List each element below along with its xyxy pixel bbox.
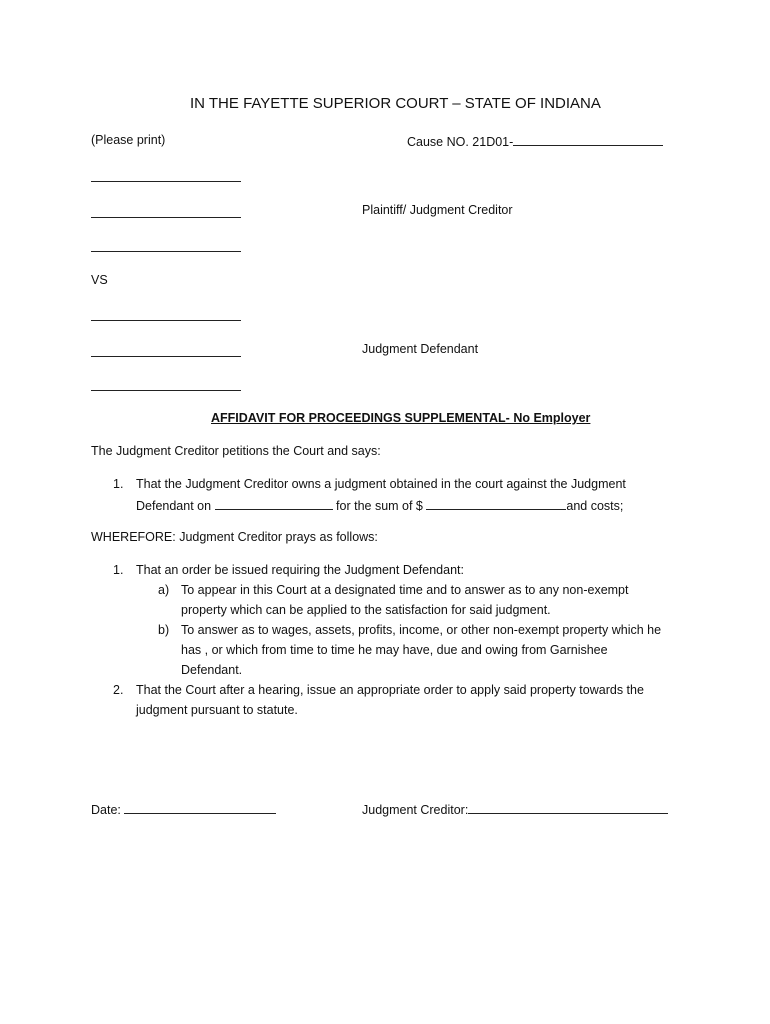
sub-item-a-line-2: property which can be applied to the satisfaction for said judgment. xyxy=(181,603,551,617)
court-title: IN THE FAYETTE SUPERIOR COURT – STATE OF INDIANA xyxy=(190,95,601,112)
wherefore-intro: WHEREFORE: Judgment Creditor prays as follows: xyxy=(91,530,378,544)
affidavit-item-1-line-1: That the Judgment Creditor owns a judgment obtained in the court against the Judgment xyxy=(136,477,626,491)
wherefore-item-1-number: 1. xyxy=(113,563,124,577)
sub-item-b-line-3: Defendant. xyxy=(181,663,243,677)
creditor-signature-row xyxy=(362,801,668,818)
wherefore-item-2-line-1: That the Court after a hearing, issue an appropriate order to apply said property towards the xyxy=(136,683,644,697)
sub-item-a-line-1: To appear in this Court at a designated time and to answer as to any non-exempt xyxy=(181,583,629,597)
sub-item-a-label: a) xyxy=(158,583,170,597)
cause-number xyxy=(407,133,663,150)
defendant-on-text: Defendant on xyxy=(136,499,212,513)
please-print-note: (Please print) xyxy=(91,133,166,147)
defendant-line-1[interactable] xyxy=(91,320,241,321)
affidavit-intro: The Judgment Creditor petitions the Court and says: xyxy=(91,444,381,458)
plaintiff-line-2[interactable] xyxy=(91,217,241,218)
date-field[interactable] xyxy=(124,801,276,814)
wherefore-item-2-line-2: judgment pursuant to statute. xyxy=(136,703,298,717)
plaintiff-label: Plaintiff/ Judgment Creditor xyxy=(362,203,513,217)
vs-label: VS xyxy=(91,273,108,287)
defendant-label: Judgment Defendant xyxy=(362,342,479,356)
sub-item-b-line-1: To answer as to wages, assets, profits, income, or other non-exempt property which he xyxy=(181,623,662,637)
cause-number-field[interactable] xyxy=(513,133,663,146)
date-label: Date: xyxy=(91,803,121,817)
creditor-signature-field[interactable] xyxy=(468,801,668,814)
defendant-line-3[interactable] xyxy=(91,390,241,391)
creditor-signature-label: Judgment Creditor: xyxy=(362,803,469,817)
judgment-amount-field[interactable] xyxy=(426,497,566,510)
affidavit-item-1-number: 1. xyxy=(113,477,124,491)
costs-text: and costs; xyxy=(566,499,624,513)
affidavit-heading: AFFIDAVIT FOR PROCEEDINGS SUPPLEMENTAL- No Employer xyxy=(211,411,591,425)
plaintiff-line-3[interactable] xyxy=(91,251,241,252)
wherefore-item-2-number: 2. xyxy=(113,683,124,697)
judgment-date-field[interactable] xyxy=(215,497,333,510)
cause-label: Cause NO. 21D01- xyxy=(407,135,514,149)
sub-item-b-label: b) xyxy=(158,623,170,637)
defendant-line-2[interactable] xyxy=(91,356,241,357)
affidavit-item-1-line-2 xyxy=(136,497,623,514)
sub-item-b-line-2: has , or which from time to time he may have, due and owing from Garnishee xyxy=(181,643,608,657)
plaintiff-line-1[interactable] xyxy=(91,181,241,182)
date-row xyxy=(91,801,276,818)
wherefore-item-1-text: That an order be issued requiring the Judgment Defendant: xyxy=(136,563,464,577)
sum-text: for the sum of $ xyxy=(336,499,423,513)
